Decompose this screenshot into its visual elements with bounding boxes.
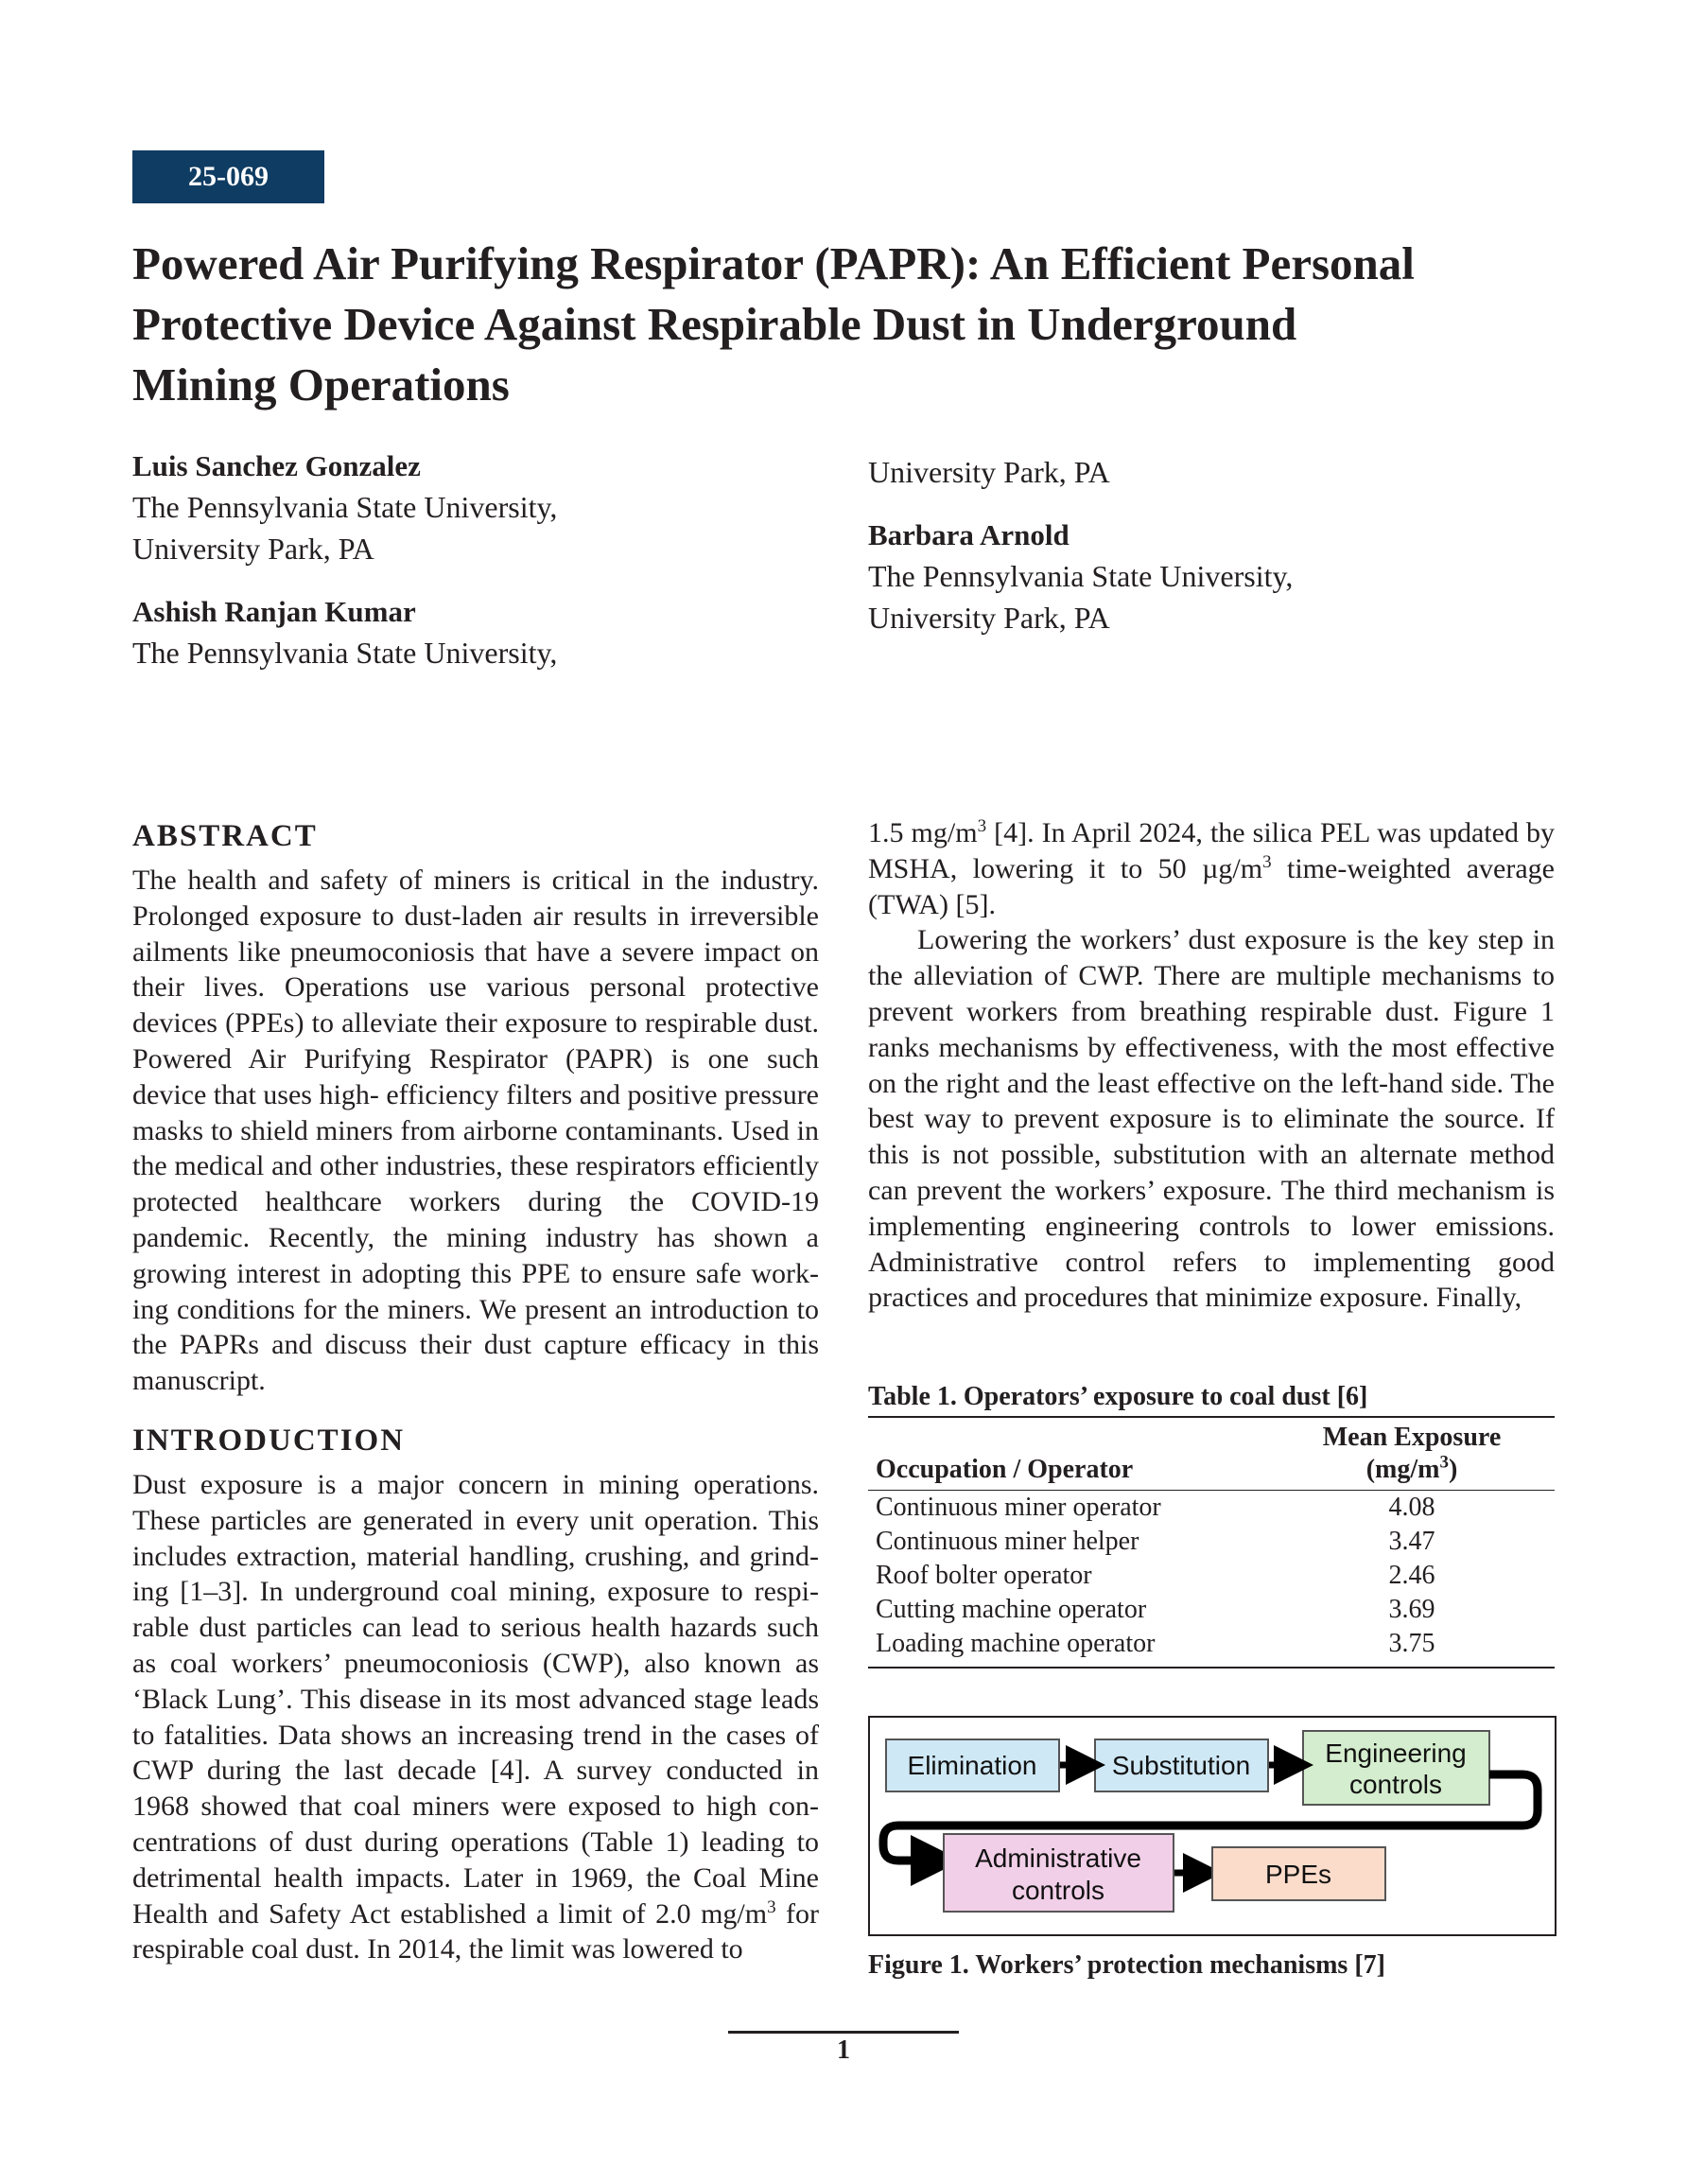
text-part: [4]. In April 2024, the silica PEL was updated by MSHA, lowering it to 50 µg/m	[868, 817, 1555, 884]
table-row	[868, 1593, 1555, 1627]
table-row	[868, 1491, 1555, 1526]
table-cell-occupation: Continuous miner helper	[876, 1527, 1139, 1556]
footer-rule	[728, 2031, 959, 2034]
engineering-label-line-2: controls	[1348, 1770, 1443, 1799]
superscript: 3	[1439, 1452, 1449, 1473]
administrative-label-line-1: Administrative	[975, 1843, 1141, 1873]
title-line: Protective Device Against Respirable Dust in Underground	[132, 298, 1297, 350]
table-cell-exposure: 2.46	[1388, 1561, 1435, 1590]
author-block	[132, 592, 738, 673]
author-name: Ashish Ranjan Kumar	[132, 595, 416, 628]
paper-id-badge: 25-069	[132, 150, 324, 203]
title-line: Powered Air Purifying Respirator (PAPR): An Efficient Personal	[132, 237, 1415, 289]
table-row	[868, 1627, 1555, 1668]
table-cell-exposure: 3.75	[1267, 1627, 1555, 1668]
author-affiliation: The Pennsylvania State University,	[868, 559, 1294, 593]
introduction-text	[132, 1467, 819, 1967]
engineering-label-line-1: Engineering	[1325, 1738, 1467, 1768]
author-affiliation: The Pennsylvania State University,	[132, 490, 558, 524]
table-cell-occupation: Continuous miner operator	[876, 1493, 1161, 1522]
figure-diagram	[870, 1718, 1555, 1934]
abstract-text: The health and safety of miners is critical in the industry. Prolonged exposure to dust-laden air results in irreversible ailments like pneumoconiosis that have a severe impact on their lives. Operations use various personal protective devices (PPEs) to alleviate their exposure to respirable dust. Powered Air Purifying Respirator (PAPR) is one such device that uses high- efficiency filters and positive pressure masks to shield miners from airborne contaminants. Used in the medical and other industries, these respirators efficiently protected healthcare workers during the COVID-19 pandemic. Recently, the mining industry has shown a growing interest in adopting this PPE to ensure safe working conditions for the miners. We present an introduction to the PAPRs and discuss their dust capture efficacy in this manuscript.	[132, 865, 819, 1397]
table-header-exposure	[1267, 1417, 1555, 1491]
introduction-text-part: for respirable coal dust. In 2014, the limit was lowered to	[132, 1897, 820, 1966]
ppes-label: PPEs	[1264, 1860, 1332, 1889]
page-number: 1	[837, 2035, 850, 2065]
introduction-text-part: Dust exposure is a major concern in mining operations. These particles are generated in every unit operation. This includes extraction, material handling, crushing, and grinding [1–3]. In underground coal mining, exposure to respirable dust particles can lead to serious health hazards such as coal workers’ pneumoconiosis (CWP), also known as ‘Black Lung’. This disease in its most advanced stage leads to fatalities. Data shows an increasing trend in the cases of CWP during the last decade [4]. A survey conducted in 1968 showed that coal miners were exposed to high concentrations of dust during operations (Table 1) leading to detrimental health impacts. Later in 1969, the Coal Mine Health and Safety Act established a limit of 2.0 mg/m	[132, 1468, 819, 1930]
author-block	[868, 515, 1473, 638]
table-row	[868, 1559, 1555, 1593]
right-paragraph-2: Lowering the workers’ dust exposure is the key step in the alleviation of CWP. There are multiple mechanisms to prevent workers from breathing respirable dust. Figure 1 ranks mechanisms by effectiveness, with the most effective on the right and the least effective on the left-hand side. The best way to prevent exposure is to eliminate the source. If this is not possible, substitution with an alternate method can prevent the workers’ exposure. The third mechanism is implementing engineering controls to lower emissions. Administrative control refers to implementing good practices and procedures that minimize exposure. Finally,	[868, 924, 1555, 1314]
abstract-heading: ABSTRACT	[132, 819, 318, 853]
text-part: 1.5 mg/m	[868, 817, 978, 848]
administrative-label-line-2: controls	[1011, 1876, 1105, 1905]
introduction-heading: INTRODUCTION	[132, 1423, 406, 1458]
right-paragraph-1	[868, 815, 1555, 922]
author-name: Luis Sanchez Gonzalez	[132, 449, 421, 482]
table-cell-occupation: Loading machine operator	[868, 1627, 1267, 1668]
table-header-row	[868, 1417, 1555, 1491]
title-line: Mining Operations	[132, 358, 510, 411]
superscript: 3	[1262, 851, 1272, 872]
table-cell-exposure: 3.47	[1388, 1527, 1435, 1556]
text-part: time-weighted average (TWA) [5].	[868, 852, 1555, 920]
author-affiliation: University Park, PA	[868, 601, 1110, 635]
author-affiliation: University Park, PA	[132, 532, 374, 566]
authors-left-column	[132, 446, 738, 696]
elimination-label: Elimination	[907, 1751, 1037, 1780]
table-cell-exposure: 3.69	[1388, 1595, 1435, 1624]
superscript: 3	[977, 816, 987, 836]
author-name: Barbara Arnold	[868, 518, 1070, 551]
right-text-column	[868, 815, 1555, 1316]
table-caption: Table 1. Operators’ exposure to coal dust [6]	[868, 1382, 1368, 1411]
table-cell-occupation: Roof bolter operator	[876, 1561, 1092, 1590]
superscript: 3	[767, 1896, 776, 1917]
left-text-column	[132, 815, 819, 1967]
figure-caption: Figure 1. Workers’ protection mechanisms [7]	[868, 1950, 1385, 1980]
paper-title	[132, 234, 1504, 415]
author-block	[132, 446, 738, 569]
protection-mechanisms-figure	[868, 1716, 1557, 1936]
authors-right-column	[868, 451, 1473, 661]
substitution-label: Substitution	[1111, 1751, 1251, 1780]
table-header-occupation: Occupation / Operator	[868, 1417, 1267, 1491]
author-affiliation: University Park, PA	[868, 455, 1110, 489]
header-text: Mean Exposure	[1322, 1423, 1502, 1452]
table-cell-occupation: Cutting machine operator	[876, 1595, 1147, 1624]
table-cell-exposure: 4.08	[1388, 1493, 1435, 1522]
author-block-continued	[868, 451, 1473, 493]
header-text: )	[1448, 1455, 1458, 1484]
author-affiliation: The Pennsylvania State University,	[132, 636, 558, 670]
exposure-table	[868, 1416, 1555, 1669]
table-row	[868, 1525, 1555, 1559]
header-text: (mg/m	[1365, 1455, 1440, 1484]
